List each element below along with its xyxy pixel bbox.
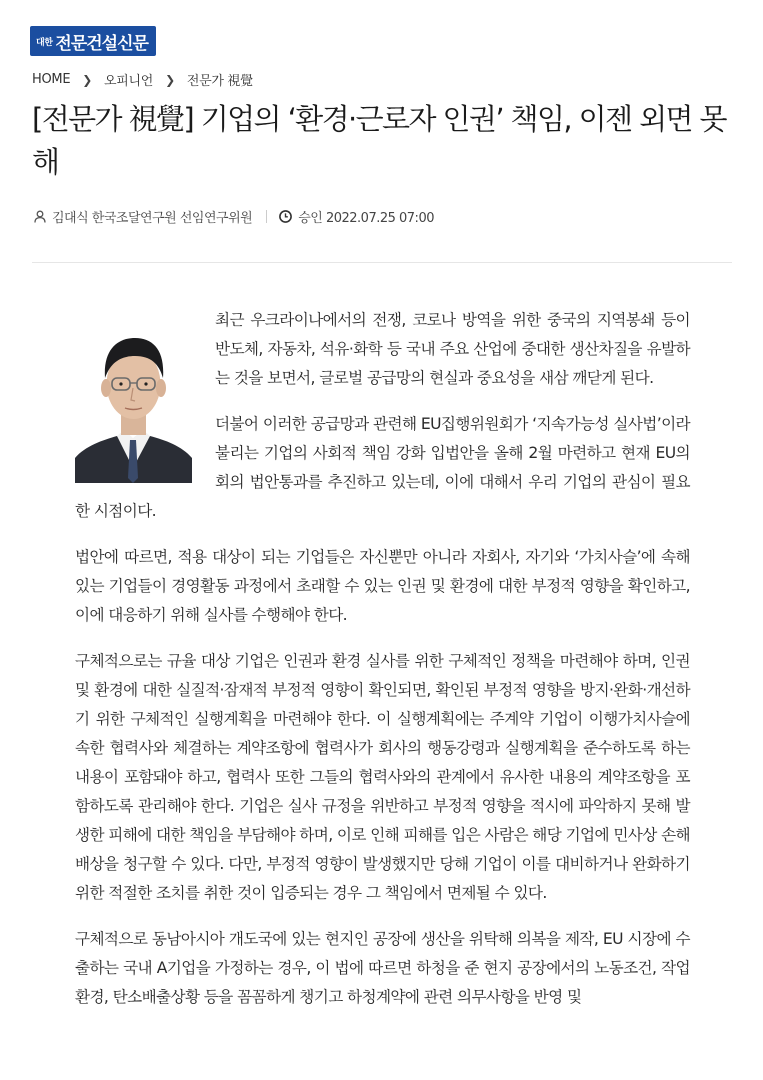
approved-date: 승인 2022.07.25 07:00 xyxy=(298,211,434,226)
logo-small-text: 대한 xyxy=(36,37,53,48)
article-paragraph: 최근 우크라이나에서의 전쟁, 코로나 방역을 위한 중국의 지역봉쇄 등이 반도체, 자동차, 석유·화학 등 국내 주요 산업에 중대한 생산차질을 유발하는 것을 보면서, 글로벌 공급망의 현실과 중요성을 새삼 깨닫게 된다. xyxy=(215,311,690,387)
meta-divider xyxy=(266,210,267,223)
article-paragraph: 법안에 따르면, 적용 대상이 되는 기업들은 자신뿐만 아니라 자회사, 자기와 ‘가치사슬’에 속해 있는 기업들이 경영활동 과정에서 초래할 수 있는 인권 및 환경에 대한 부정적 영향을 확인하고, 이에 대응하기 위해 실사를 수행해야 한다. xyxy=(75,548,690,624)
breadcrumb-section[interactable]: 오피니언 xyxy=(104,74,154,89)
article-paragraph: 더불어 이러한 공급망과 관련해 EU집행위원회가 ‘지속가능성 실사법’이라 불리는 기업의 사회적 책임 강화 입법안을 올해 2월 마련하고 현재 EU의회의 법안통과를 추진하고 있는데, 이에 대해서 우리 기업의 관심이 필요한 시점이다. xyxy=(75,415,690,520)
article-body xyxy=(75,306,690,1012)
logo-big-text: 전문건설신문 xyxy=(55,33,148,54)
article-meta xyxy=(34,207,434,226)
clock-icon xyxy=(279,210,292,223)
header-divider xyxy=(32,262,732,263)
article-title: [전문가 視覺] 기업의 ‘환경·근로자 인권’ 책임, 이젠 외면 못해 xyxy=(32,102,726,179)
breadcrumb-home[interactable]: HOME xyxy=(32,72,71,87)
article-paragraph: 구체적으로 동남아시아 개도국에 있는 현지인 공장에 생산을 위탁해 의복을 제작, EU 시장에 수출하는 국내 A기업을 가정하는 경우, 이 법에 따르면 하청을 준 현지 공장에서의 노동조건, 작업환경, 탄소배출상황 등을 꼼꼼하게 챙기고 하청계약에 관련 의무사항을 반영 및 xyxy=(75,930,690,1006)
breadcrumb-subsection[interactable]: 전문가 視覺 xyxy=(186,74,253,89)
site-logo[interactable] xyxy=(30,26,156,56)
user-icon xyxy=(34,210,46,223)
chevron-right-icon: ❯ xyxy=(165,72,175,87)
article-paragraph: 구체적으로는 규율 대상 기업은 인권과 환경 실사를 위한 구체적인 정책을 마련해야 하며, 인권 및 환경에 대한 실질적·잠재적 부정적 영향이 확인되면, 확인된 부정적 영향을 방지·완화·개선하기 위한 구체적인 실행계획을 마련해야 한다. 이 실행계획에는 주계약 기업이 이행가치사슬에 속한 협력사와 체결하는 계약조항에 협력사가 회사의 행동강령과 실행계획을 준수하도록 하는 내용이 포함돼야 하고, 협력사 또한 그들의 협력사와의 관계에서 유사한 내용의 계약조항을 포함하도록 관리해야 한다. 기업은 실사 규정을 위반하고 부정적 영향을 적시에 파악하지 못해 발생한 피해에 대한 책임을 부담해야 하며, 이로 인해 피해를 입은 사람은 해당 기업에 민사상 손해배상을 청구할 수 있다. 다만, 부정적 영향이 발생했지만 당해 기업이 이를 대비하거나 완화하기 위한 적절한 조치를 취한 것이 입증되는 경우 그 책임에서 면제될 수 있다. xyxy=(75,652,690,902)
chevron-right-icon: ❯ xyxy=(82,72,93,87)
photo-spacer xyxy=(75,306,215,486)
breadcrumb xyxy=(32,70,253,89)
author-name: 김대식 한국조달연구원 선임연구위원 xyxy=(52,211,253,226)
